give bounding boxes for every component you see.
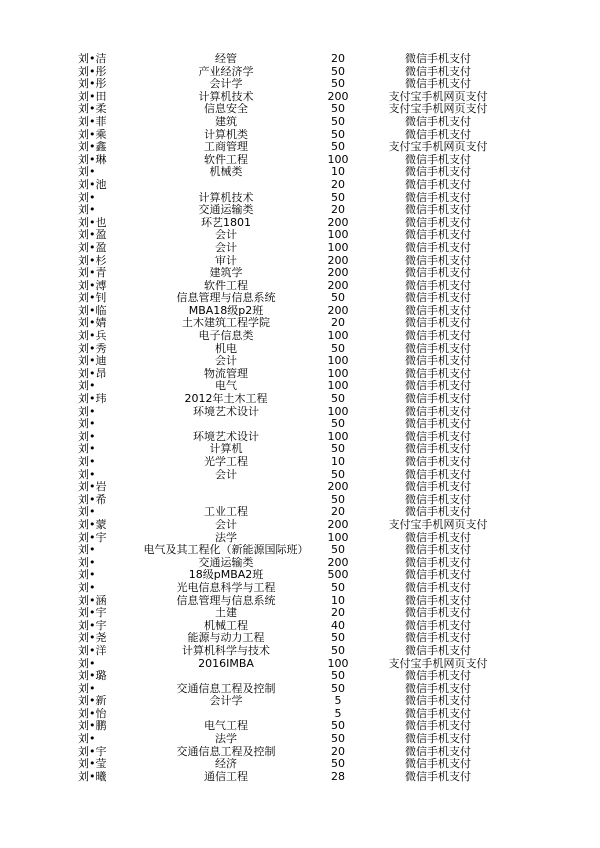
donor-name-cell: 刘•涵 xyxy=(78,594,107,607)
major-cell: 建筑学 xyxy=(209,267,243,280)
amount-cell: 50 xyxy=(331,103,345,116)
payment-method-cell: 微信手机支付 xyxy=(405,191,471,204)
payment-method-cell: 微信手机支付 xyxy=(405,128,471,141)
major-cell: 信息安全 xyxy=(204,103,248,116)
major-cell: 交通运输类 xyxy=(198,556,254,569)
donor-name-cell: 刘•鹏 xyxy=(78,720,107,733)
major-cell: 经管 xyxy=(215,53,237,65)
payment-method-cell: 支付宝手机网页支付 xyxy=(388,90,488,103)
table-row xyxy=(78,242,510,255)
payment-method-cell: 微信手机支付 xyxy=(405,619,471,632)
table-row xyxy=(78,506,510,519)
major-cell xyxy=(142,418,310,431)
payment-method-cell: 微信手机支付 xyxy=(405,493,471,506)
amount-cell: 200 xyxy=(327,254,349,267)
major-cell: 电气 xyxy=(215,380,237,393)
major-cell: 计算机类 xyxy=(204,128,248,141)
table-row xyxy=(78,380,510,393)
table-row xyxy=(78,595,510,608)
amount-cell: 200 xyxy=(327,216,349,229)
payment-method-cell: 微信手机支付 xyxy=(405,745,471,758)
major-cell: 光学工程 xyxy=(204,456,248,468)
donor-name-cell: 刘•乘 xyxy=(78,128,107,141)
payment-method-cell: 微信手机支付 xyxy=(405,267,471,280)
payment-method-cell: 微信手机支付 xyxy=(405,644,471,657)
amount-cell: 20 xyxy=(331,506,345,519)
donor-name-cell: 刘•昂 xyxy=(78,367,107,380)
major-cell: 电气及其工程化（新能源国际班） xyxy=(143,544,309,557)
payment-method-cell: 微信手机支付 xyxy=(405,115,471,128)
amount-cell: 50 xyxy=(331,128,345,141)
donor-name-cell: 刘•彤 xyxy=(78,65,107,78)
donor-name-cell: 刘• xyxy=(78,581,96,594)
donor-name-cell: 刘• xyxy=(78,191,96,204)
major-cell: 计算机科学与技术 xyxy=(182,644,270,657)
payment-method-cell: 微信手机支付 xyxy=(405,481,471,494)
major-cell: 交通运输类 xyxy=(198,204,254,217)
amount-cell: 100 xyxy=(327,380,349,393)
amount-cell: 50 xyxy=(331,292,345,305)
table-row xyxy=(78,645,510,658)
major-cell: 电子信息类 xyxy=(198,330,254,343)
major-cell: 土建 xyxy=(215,607,237,620)
amount-cell: 50 xyxy=(331,670,345,683)
donor-name-cell: 刘•彤 xyxy=(78,78,107,91)
payment-method-cell: 微信手机支付 xyxy=(405,330,471,343)
major-cell: 会计 xyxy=(215,229,237,242)
table-row xyxy=(78,632,510,645)
table-row xyxy=(78,267,510,280)
amount-cell: 50 xyxy=(331,493,345,506)
donor-name-cell: 刘•新 xyxy=(78,695,107,708)
major-cell: 会计学 xyxy=(209,78,243,91)
payment-method-cell: 微信手机支付 xyxy=(405,670,471,683)
payment-method-cell: 微信手机支付 xyxy=(405,695,471,708)
amount-cell: 20 xyxy=(331,607,345,620)
donor-name-cell: 刘•宇 xyxy=(78,607,107,620)
major-cell: 计算机技术 xyxy=(198,191,254,204)
major-cell xyxy=(142,708,310,721)
table-row xyxy=(78,544,510,557)
payment-method-cell: 微信手机支付 xyxy=(405,506,471,519)
amount-cell: 200 xyxy=(327,518,349,531)
donor-name-cell: 刘•田 xyxy=(78,90,107,103)
table-row xyxy=(78,695,510,708)
major-cell: 交通信息工程及控制 xyxy=(176,682,276,695)
major-cell: 信息管理与信息系统 xyxy=(176,292,276,305)
payment-method-cell: 微信手机支付 xyxy=(405,254,471,267)
amount-cell: 40 xyxy=(331,619,345,632)
payment-method-cell: 微信手机支付 xyxy=(405,204,471,217)
amount-cell: 200 xyxy=(327,481,349,494)
table-row xyxy=(78,658,510,671)
major-cell: 工商管理 xyxy=(204,141,248,154)
donor-name-cell: 刘•青 xyxy=(78,267,107,280)
payment-method-cell: 支付宝手机网页支付 xyxy=(388,103,488,116)
table-row xyxy=(78,368,510,381)
amount-cell: 50 xyxy=(331,468,345,481)
payment-method-cell: 微信手机支付 xyxy=(405,229,471,242)
amount-cell: 50 xyxy=(331,544,345,557)
major-cell: 软件工程 xyxy=(204,153,248,166)
donor-name-cell: 刘• xyxy=(78,506,96,519)
amount-cell: 50 xyxy=(331,393,345,406)
payment-method-cell: 微信手机支付 xyxy=(405,355,471,368)
payment-method-cell: 微信手机支付 xyxy=(405,393,471,406)
donor-name-cell: 刘•莹 xyxy=(78,758,107,771)
table-row xyxy=(78,532,510,545)
table-row xyxy=(78,683,510,696)
payment-method-cell: 支付宝手机网页支付 xyxy=(388,518,488,531)
table-row xyxy=(78,280,510,293)
amount-cell: 50 xyxy=(331,443,345,456)
payment-method-cell: 微信手机支付 xyxy=(405,770,471,783)
donor-name-cell: 刘• xyxy=(78,405,96,418)
donor-name-cell: 刘• xyxy=(78,657,96,670)
amount-cell: 100 xyxy=(327,367,349,380)
payment-method-cell: 微信手机支付 xyxy=(405,607,471,620)
amount-cell: 200 xyxy=(327,267,349,280)
donor-name-cell: 刘•菲 xyxy=(78,115,107,128)
major-cell: 18级pMBA2班 xyxy=(188,569,264,582)
table-row xyxy=(78,494,510,507)
donor-name-cell: 刘•宇 xyxy=(78,745,107,758)
donor-name-cell: 刘• xyxy=(78,468,96,481)
major-cell xyxy=(142,670,310,683)
table-row xyxy=(78,343,510,356)
table-row xyxy=(78,355,510,368)
amount-cell: 50 xyxy=(331,720,345,733)
table-row xyxy=(78,481,510,494)
table-row xyxy=(78,443,510,456)
amount-cell: 100 xyxy=(327,657,349,670)
donor-name-cell: 刘•兵 xyxy=(78,330,107,343)
table-row xyxy=(78,431,510,444)
donor-name-cell: 刘•溥 xyxy=(78,279,107,292)
major-cell: 电气工程 xyxy=(204,720,248,733)
major-cell: 交通信息工程及控制 xyxy=(176,745,276,758)
payment-method-cell: 微信手机支付 xyxy=(405,468,471,481)
payment-method-cell: 微信手机支付 xyxy=(405,153,471,166)
donor-name-cell: 刘• xyxy=(78,544,96,557)
donor-name-cell: 刘•婧 xyxy=(78,317,107,330)
donor-name-cell: 刘• xyxy=(78,733,96,746)
donation-table xyxy=(78,53,510,783)
amount-cell: 50 xyxy=(331,632,345,645)
donor-name-cell: 刘• xyxy=(78,682,96,695)
table-row xyxy=(78,519,510,532)
donor-name-cell: 刘• xyxy=(78,166,96,179)
amount-cell: 100 xyxy=(327,229,349,242)
major-cell: 计算机技术 xyxy=(198,90,254,103)
amount-cell: 50 xyxy=(331,342,345,355)
amount-cell: 50 xyxy=(331,115,345,128)
amount-cell: 50 xyxy=(331,682,345,695)
amount-cell: 100 xyxy=(327,355,349,368)
major-cell: 软件工程 xyxy=(204,279,248,292)
donor-name-cell: 刘•琳 xyxy=(78,153,107,166)
payment-method-cell: 微信手机支付 xyxy=(405,443,471,456)
donor-name-cell: 刘•鑫 xyxy=(78,141,107,154)
major-cell: 会计 xyxy=(215,241,237,254)
table-row xyxy=(78,456,510,469)
table-row xyxy=(78,607,510,620)
table-row xyxy=(78,292,510,305)
major-cell: 经济 xyxy=(215,758,237,771)
table-row xyxy=(78,192,510,205)
amount-cell: 500 xyxy=(327,569,349,582)
payment-method-cell: 微信手机支付 xyxy=(405,65,471,78)
payment-method-cell: 微信手机支付 xyxy=(405,430,471,443)
major-cell: 环境艺术设计 xyxy=(193,430,259,443)
donor-name-cell: 刘•岩 xyxy=(78,481,107,494)
payment-method-cell: 微信手机支付 xyxy=(405,720,471,733)
payment-method-cell: 微信手机支付 xyxy=(405,317,471,330)
payment-method-cell: 微信手机支付 xyxy=(405,544,471,557)
amount-cell: 50 xyxy=(331,644,345,657)
donor-name-cell: 刘•宇 xyxy=(78,619,107,632)
payment-method-cell: 微信手机支付 xyxy=(405,304,471,317)
donor-name-cell: 刘•洋 xyxy=(78,644,107,657)
table-row xyxy=(78,129,510,142)
payment-method-cell: 微信手机支付 xyxy=(405,216,471,229)
major-cell: 会计 xyxy=(215,355,237,368)
donor-name-cell: 刘•宇 xyxy=(78,531,107,544)
amount-cell: 20 xyxy=(331,745,345,758)
table-row xyxy=(78,557,510,570)
amount-cell: 50 xyxy=(331,191,345,204)
payment-method-cell: 微信手机支付 xyxy=(405,342,471,355)
donor-name-cell: 刘•秀 xyxy=(78,342,107,355)
major-cell: 机械工程 xyxy=(204,619,248,632)
major-cell: 2012年土木工程 xyxy=(184,393,268,406)
major-cell: 审计 xyxy=(215,254,237,267)
donor-name-cell: 刘•怡 xyxy=(78,707,107,720)
amount-cell: 5 xyxy=(334,707,342,720)
donor-name-cell: 刘•洁 xyxy=(78,53,107,65)
major-cell: 物流管理 xyxy=(204,367,248,380)
amount-cell: 200 xyxy=(327,304,349,317)
amount-cell: 20 xyxy=(331,204,345,217)
major-cell: 光电信息科学与工程 xyxy=(176,581,276,594)
donor-name-cell: 刘•也 xyxy=(78,216,107,229)
major-cell: 环境艺术设计 xyxy=(193,405,259,418)
amount-cell: 50 xyxy=(331,141,345,154)
amount-cell: 200 xyxy=(327,556,349,569)
payment-method-cell: 微信手机支付 xyxy=(405,241,471,254)
major-cell: 会计学 xyxy=(209,695,243,708)
table-row xyxy=(78,116,510,129)
amount-cell: 100 xyxy=(327,531,349,544)
donor-name-cell: 刘• xyxy=(78,430,96,443)
table-row xyxy=(78,154,510,167)
major-cell: 产业经济学 xyxy=(198,65,254,78)
table-row xyxy=(78,708,510,721)
table-row xyxy=(78,758,510,771)
table-row xyxy=(78,166,510,179)
donor-name-cell: 刘•临 xyxy=(78,304,107,317)
major-cell: 计算机 xyxy=(209,443,243,456)
major-cell: 会计 xyxy=(215,468,237,481)
table-body xyxy=(78,53,510,783)
major-cell: 2016IMBA xyxy=(198,657,254,670)
amount-cell: 20 xyxy=(331,178,345,191)
table-row xyxy=(78,418,510,431)
donor-name-cell: 刘•盈 xyxy=(78,241,107,254)
table-row xyxy=(78,733,510,746)
table-row xyxy=(78,305,510,318)
major-cell: 通信工程 xyxy=(204,770,248,783)
amount-cell: 28 xyxy=(331,770,345,783)
table-row xyxy=(78,53,510,66)
table-row xyxy=(78,229,510,242)
donor-name-cell: 刘• xyxy=(78,569,96,582)
amount-cell: 50 xyxy=(331,733,345,746)
major-cell: 机电 xyxy=(215,342,237,355)
major-cell: 能源与动力工程 xyxy=(187,632,265,645)
donor-name-cell: 刘•钊 xyxy=(78,292,107,305)
table-row xyxy=(78,179,510,192)
table-row xyxy=(78,469,510,482)
amount-cell: 10 xyxy=(331,166,345,179)
donor-name-cell: 刘•曦 xyxy=(78,770,107,783)
table-row xyxy=(78,317,510,330)
donor-name-cell: 刘• xyxy=(78,418,96,431)
payment-method-cell: 微信手机支付 xyxy=(405,456,471,468)
table-row xyxy=(78,620,510,633)
amount-cell: 200 xyxy=(327,90,349,103)
table-row xyxy=(78,255,510,268)
payment-method-cell: 微信手机支付 xyxy=(405,53,471,65)
payment-method-cell: 微信手机支付 xyxy=(405,569,471,582)
amount-cell: 100 xyxy=(327,405,349,418)
donor-name-cell: 刘•杉 xyxy=(78,254,107,267)
table-row xyxy=(78,217,510,230)
payment-method-cell: 微信手机支付 xyxy=(405,292,471,305)
donor-name-cell: 刘•迪 xyxy=(78,355,107,368)
donor-name-cell: 刘•玮 xyxy=(78,393,107,406)
donor-name-cell: 刘•盈 xyxy=(78,229,107,242)
donor-name-cell: 刘•尧 xyxy=(78,632,107,645)
amount-cell: 20 xyxy=(331,53,345,65)
amount-cell: 100 xyxy=(327,153,349,166)
table-row xyxy=(78,204,510,217)
major-cell: 土木建筑工程学院 xyxy=(182,317,270,330)
donor-name-cell: 刘• xyxy=(78,380,96,393)
table-row xyxy=(78,582,510,595)
donor-name-cell: 刘•希 xyxy=(78,493,107,506)
payment-method-cell: 微信手机支付 xyxy=(405,279,471,292)
major-cell: 信息管理与信息系统 xyxy=(176,594,276,607)
payment-method-cell: 微信手机支付 xyxy=(405,682,471,695)
amount-cell: 10 xyxy=(331,594,345,607)
table-row xyxy=(78,406,510,419)
payment-method-cell: 微信手机支付 xyxy=(405,166,471,179)
table-row xyxy=(78,746,510,759)
table-row xyxy=(78,670,510,683)
donor-name-cell: 刘•蒙 xyxy=(78,518,107,531)
table-row xyxy=(78,720,510,733)
payment-method-cell: 微信手机支付 xyxy=(405,594,471,607)
payment-method-cell: 微信手机支付 xyxy=(405,405,471,418)
table-row xyxy=(78,393,510,406)
payment-method-cell: 微信手机支付 xyxy=(405,418,471,431)
table-row xyxy=(78,569,510,582)
major-cell: 环艺1801 xyxy=(201,216,251,229)
payment-method-cell: 微信手机支付 xyxy=(405,178,471,191)
payment-method-cell: 微信手机支付 xyxy=(405,733,471,746)
major-cell: 法学 xyxy=(215,531,237,544)
donor-name-cell: 刘•池 xyxy=(78,178,107,191)
amount-cell: 50 xyxy=(331,78,345,91)
donor-name-cell: 刘•璐 xyxy=(78,670,107,683)
donor-name-cell: 刘• xyxy=(78,456,96,468)
amount-cell: 10 xyxy=(331,456,345,468)
amount-cell: 200 xyxy=(327,279,349,292)
payment-method-cell: 微信手机支付 xyxy=(405,581,471,594)
table-row xyxy=(78,771,510,784)
amount-cell: 20 xyxy=(331,317,345,330)
amount-cell: 50 xyxy=(331,418,345,431)
payment-method-cell: 微信手机支付 xyxy=(405,78,471,91)
payment-method-cell: 微信手机支付 xyxy=(405,556,471,569)
amount-cell: 5 xyxy=(334,695,342,708)
table-row xyxy=(78,91,510,104)
major-cell: 建筑 xyxy=(215,115,237,128)
payment-method-cell: 支付宝手机网页支付 xyxy=(388,141,488,154)
table-row xyxy=(78,330,510,343)
payment-method-cell: 支付宝手机网页支付 xyxy=(388,657,488,670)
amount-cell: 100 xyxy=(327,241,349,254)
table-row xyxy=(78,103,510,116)
major-cell: 法学 xyxy=(215,733,237,746)
payment-method-cell: 微信手机支付 xyxy=(405,367,471,380)
payment-method-cell: 微信手机支付 xyxy=(405,380,471,393)
major-cell: MBA18级p2班 xyxy=(188,304,264,317)
amount-cell: 100 xyxy=(327,330,349,343)
table-row xyxy=(78,66,510,79)
major-cell xyxy=(142,494,310,507)
amount-cell: 50 xyxy=(331,65,345,78)
payment-method-cell: 微信手机支付 xyxy=(405,758,471,771)
major-cell: 机械类 xyxy=(209,166,243,179)
payment-method-cell: 微信手机支付 xyxy=(405,632,471,645)
amount-cell: 50 xyxy=(331,758,345,771)
major-cell xyxy=(142,179,310,192)
table-row xyxy=(78,78,510,91)
donor-name-cell: 刘• xyxy=(78,443,96,456)
donor-name-cell: 刘• xyxy=(78,556,96,569)
amount-cell: 100 xyxy=(327,430,349,443)
table-row xyxy=(78,141,510,154)
payment-method-cell: 微信手机支付 xyxy=(405,531,471,544)
payment-method-cell: 微信手机支付 xyxy=(405,707,471,720)
donor-name-cell: 刘• xyxy=(78,204,96,217)
major-cell: 会计 xyxy=(215,518,237,531)
major-cell: 工业工程 xyxy=(204,506,248,519)
amount-cell: 50 xyxy=(331,581,345,594)
major-cell xyxy=(142,481,310,494)
donor-name-cell: 刘•柔 xyxy=(78,103,107,116)
